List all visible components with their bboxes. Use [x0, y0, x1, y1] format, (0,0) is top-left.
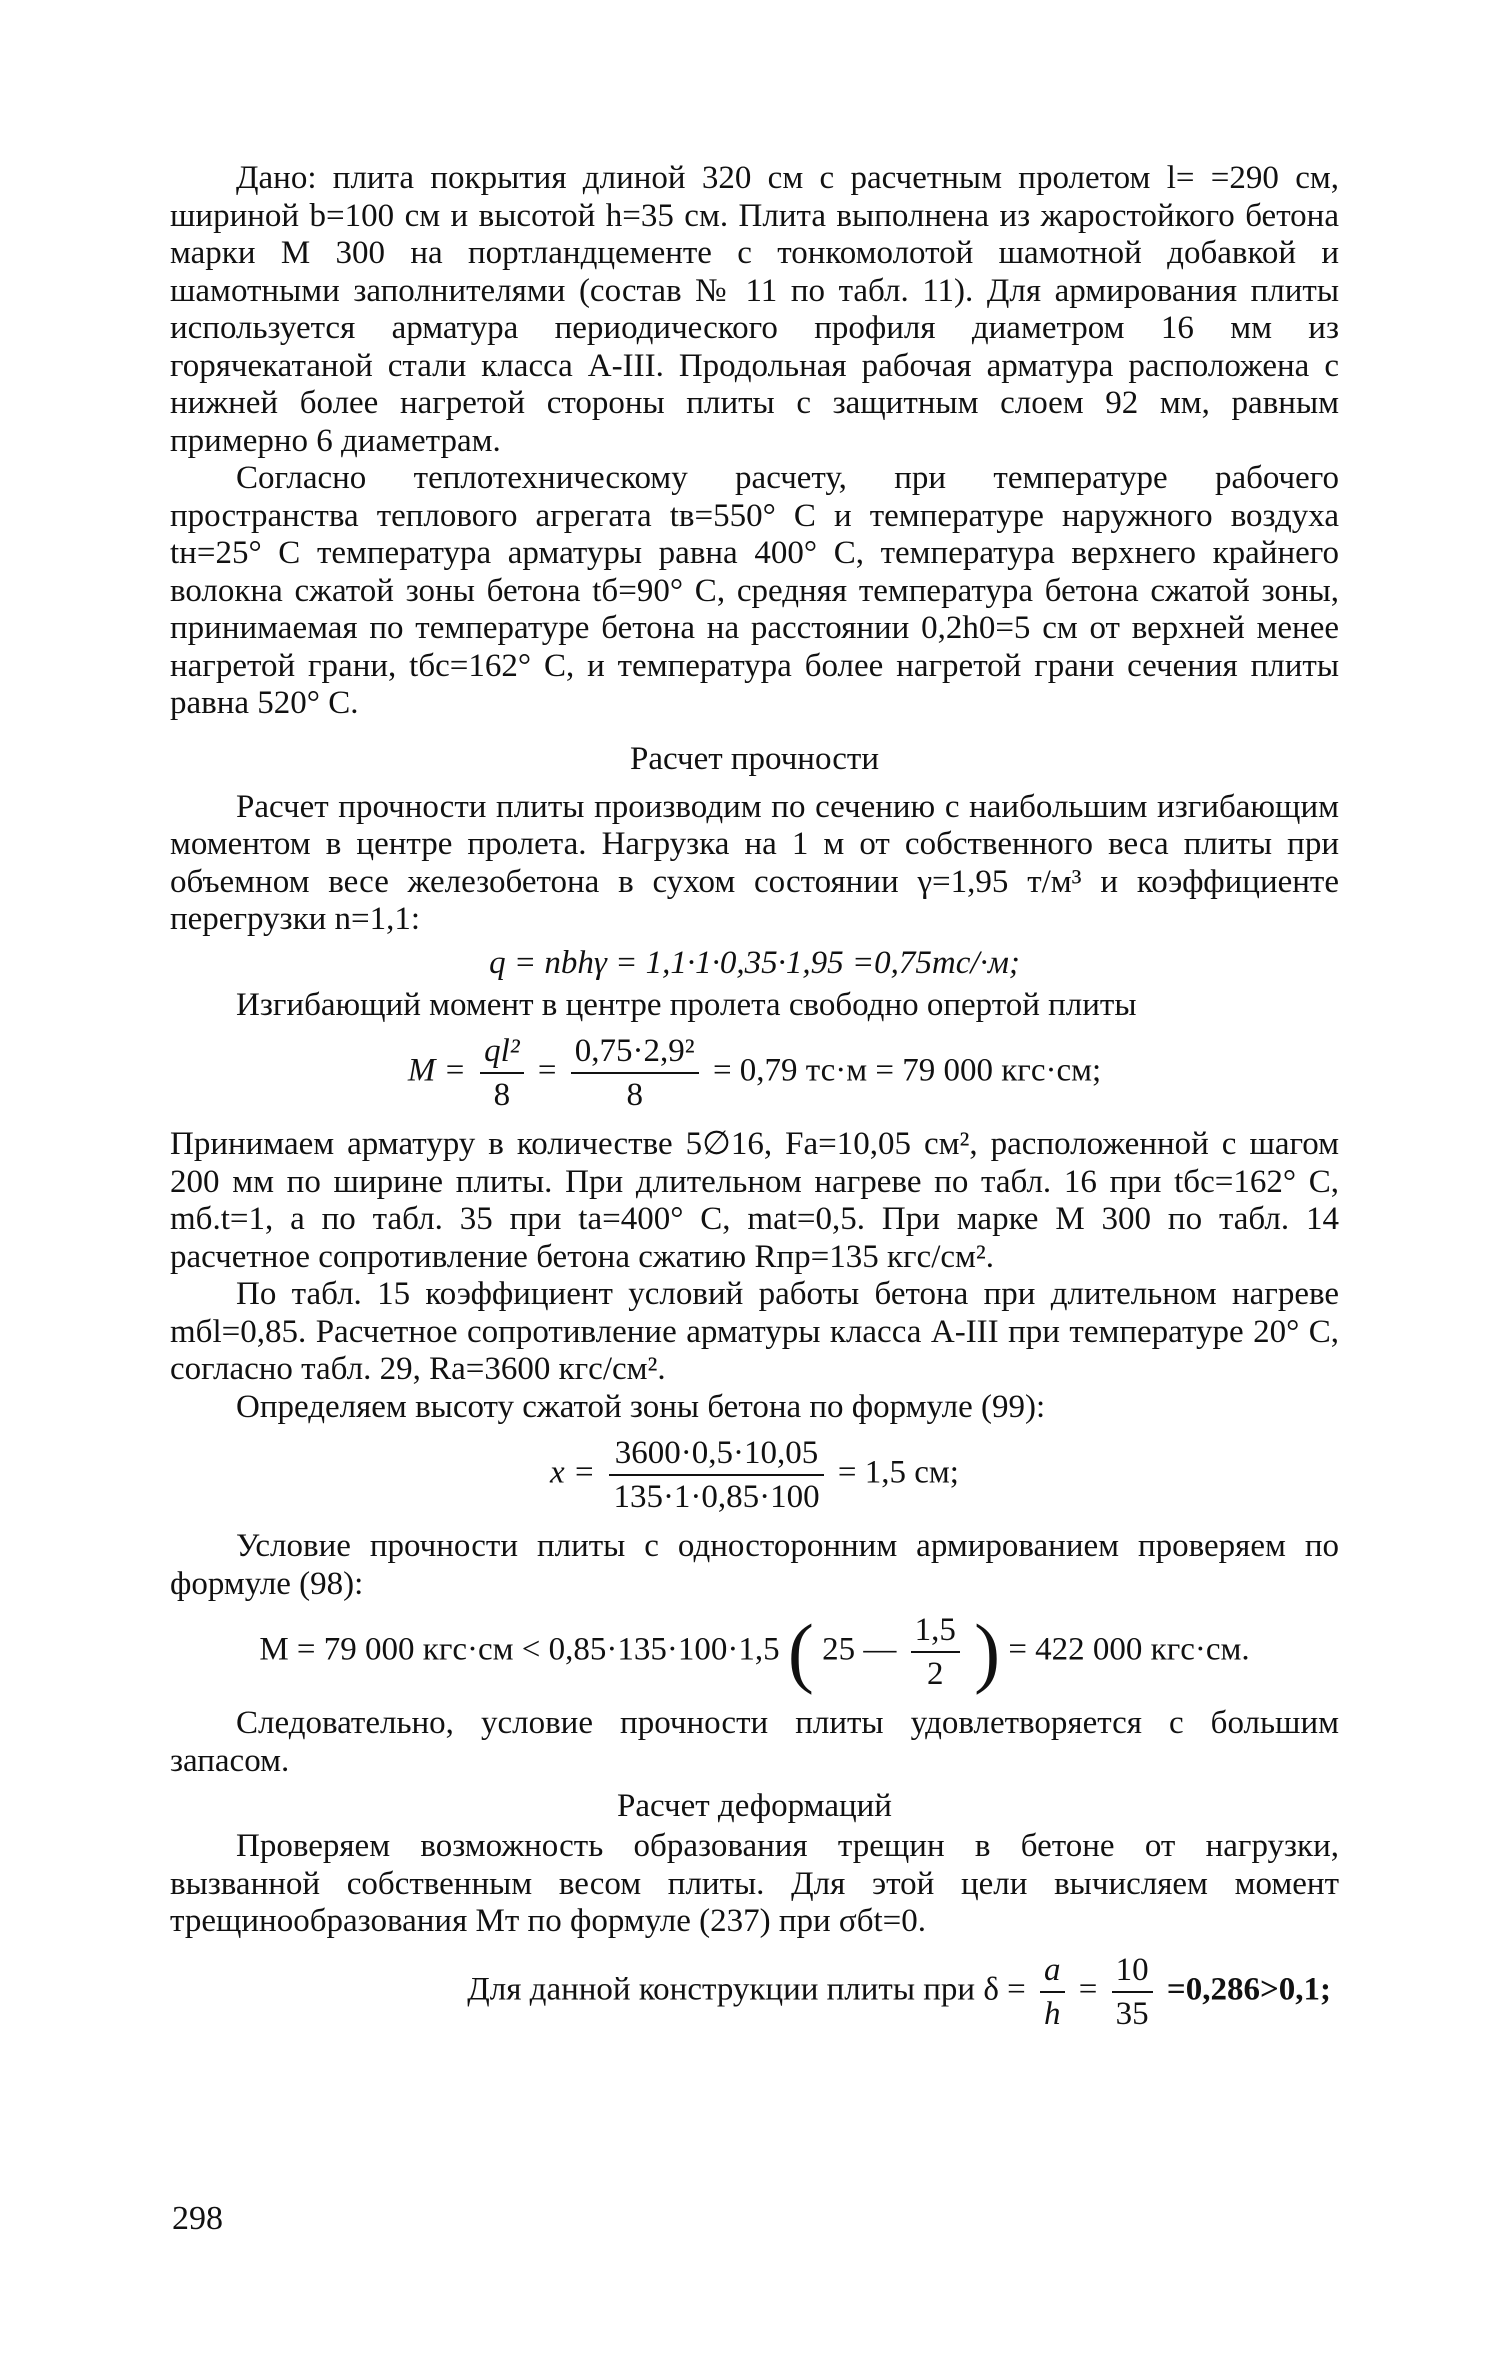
fraction-10-over-35 [1112, 1951, 1153, 2033]
paragraph-coefficient: По табл. 15 коэффициент условий работы бетона при длительном нагреве mбl=0,85. Расчетное сопротивление арматуры класса А-III при температуре 20° С, согласно табл. 29, Rа=3600 кгс/см². [170, 1276, 1339, 1387]
paragraph-strength-calc: Расчет прочности плиты производим по сечению с наибольшим изгибающим моментом в центре пролета. Нагрузка на 1 м от собственного веса плиты при объемном весе железобетона в сухом состоянии γ=1,95 т/м³ и коэффициенте перегрузки n=1,1: [170, 788, 1339, 937]
formula-check-rhs: = 422 000 кгс·см. [1008, 1631, 1250, 1668]
fraction-numerator: 1,5 [911, 1611, 960, 1653]
heading-strength: Расчет прочности [629, 740, 879, 777]
formula-check-inner: 25 — [822, 1631, 897, 1668]
formula-moment-lhs: M = [407, 1052, 466, 1089]
formula-moment-rhs: = 0,79 тс·м = 79 000 кгс·см; [712, 1052, 1102, 1089]
fraction-denominator: h [1044, 1995, 1061, 2032]
equals-sign: = [537, 1052, 557, 1089]
formula-moment [170, 1032, 1339, 1114]
fraction-numerator: a [1040, 1951, 1065, 1993]
paragraph-conclusion: Следовательно, условие прочности плиты удовлетворяется с большим запасом. [170, 1705, 1339, 1779]
formula-delta-line [170, 1951, 1339, 2033]
formula-x-lhs: x = [550, 1454, 596, 1491]
fraction-denominator: 35 [1115, 1995, 1149, 2032]
formula-x [170, 1434, 1339, 1516]
fraction-ql2-over-8 [480, 1032, 524, 1114]
paragraph-cracks: Проверяем возможность образования трещин в бетоне от нагрузки, вызванной собственным весом плиты. Для этой цели вычисляем момент трещинообразования Mт по формуле (237) при σбt=0. [170, 1828, 1339, 1939]
paragraph-given: Дано: плита покрытия длиной 320 см с расчетным пролетом l= =290 см, шириной b=100 см и высотой h=35 см. Плита выполнена из жаростойкого бетона марки М 300 на портландцементе с тонкомолотой шамотной добавкой и шамотными заполнителями (состав № 11 по табл. 11). Для армирования плиты используется арматура периодического профиля диаметром 16 мм из горячекатаной стали класса А-III. Продольная рабочая арматура расположена с нижней более нагретой стороны плиты с защитным слоем 92 мм, равным примерно 6 диаметрам. [170, 160, 1339, 459]
fraction-x [609, 1434, 823, 1516]
fraction-denominator: 8 [493, 1077, 511, 1113]
fraction-a-over-h [1040, 1951, 1065, 2033]
formula-check-lhs: M = 79 000 кгс·см < 0,85·135·100·1,5 [259, 1631, 780, 1668]
fraction-denominator: 2 [926, 1656, 944, 1692]
right-paren: ) [974, 1608, 1001, 1695]
delta-result: =0,286>0,1; [1166, 1971, 1331, 2008]
fraction-denominator: 135·1·0,85·100 [613, 1479, 820, 1515]
fraction-numerator: ql² [480, 1032, 524, 1074]
fraction-numerator: 0,75·2,9² [571, 1032, 699, 1074]
formula-load: q = nbhγ = 1,1·1·0,35·1,95 =0,75тс/·м; [489, 944, 1020, 981]
equals-sign: = [1078, 1971, 1098, 2008]
delta-text: Для данной конструкции плиты при δ = [467, 1971, 1026, 2008]
fraction-numeric [571, 1032, 699, 1114]
paragraph-compressed-zone: Определяем высоту сжатой зоны бетона по формуле (99): [236, 1388, 1046, 1425]
left-paren: ( [787, 1608, 814, 1695]
paragraph-moment: Изгибающий момент в центре пролета свободно опертой плиты [236, 986, 1137, 1023]
fraction-numerator: 3600·0,5·10,05 [609, 1434, 823, 1476]
paragraph-reinforcement: Принимаем арматуру в количестве 5∅16, Fа=10,05 см², расположенной с шагом 200 мм по ширине плиты. При длительном нагреве по табл. 16 при tбс=162° С, mб.t=1, а по табл. 35 при tа=400° С, mаt=0,5. При марке М 300 по табл. 14 расчетное сопротивление бетона сжатию Rпр=135 кгс/см². [170, 1126, 1339, 1275]
page-number: 298 [172, 2200, 223, 2237]
fraction-denominator: 8 [626, 1077, 643, 1113]
formula-x-rhs: = 1,5 см; [837, 1454, 959, 1491]
fraction-half [911, 1611, 960, 1693]
formula-strength-check [170, 1608, 1339, 1695]
paragraph-thermal: Согласно теплотехническому расчету, при температуре рабочего пространства теплового агрегата tв=550° С и температуре наружного воздуха tн=25° С температура арматуры равна 400° С, температура верхнего крайнего волокна сжатой зоны бетона tб=90° С, средняя температура бетона сжатой зоны, принимаемая по температуре бетона на расстоянии 0,2h0=5 см от верхней менее нагретой грани, tбс=162° С, и температура более нагретой грани сечения плиты равна 520° С. [170, 460, 1339, 721]
paragraph-strength-condition: Условие прочности плиты с односторонним армированием проверяем по формуле (98): [170, 1528, 1339, 1602]
fraction-numerator: 10 [1112, 1951, 1153, 1993]
heading-deformation: Расчет деформаций [617, 1788, 892, 1824]
